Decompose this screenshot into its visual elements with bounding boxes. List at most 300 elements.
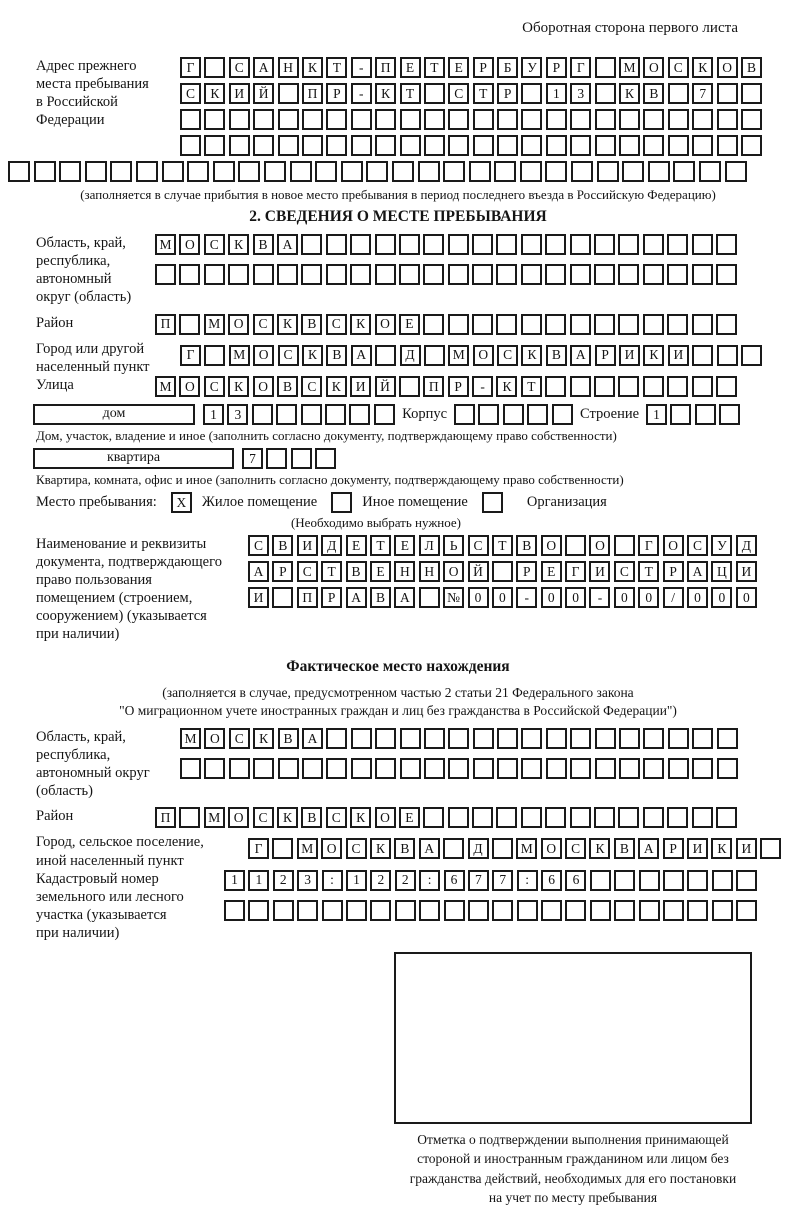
char-cell[interactable]: С [687,535,708,556]
char-cell[interactable]: С [253,314,274,335]
char-cell[interactable] [351,135,372,156]
char-cell[interactable] [179,807,200,828]
char-cell[interactable]: Т [424,57,445,78]
char-cell[interactable] [349,404,370,425]
char-cell[interactable]: М [204,807,225,828]
char-cell[interactable]: К [204,83,225,104]
char-cell[interactable]: Ь [443,535,464,556]
char-cell[interactable] [418,161,440,182]
char-cell[interactable]: Е [541,561,562,582]
char-cell[interactable]: К [228,376,249,397]
char-cell[interactable] [717,345,738,366]
stay-option-checkbox-organization[interactable] [482,492,503,513]
char-cell[interactable] [668,83,689,104]
char-cell[interactable] [204,758,225,779]
char-cell[interactable]: С [180,83,201,104]
char-cell[interactable] [395,900,416,921]
char-cell[interactable] [618,314,639,335]
char-cell[interactable]: К [692,57,713,78]
char-cell[interactable] [472,314,493,335]
char-cell[interactable] [326,109,347,130]
char-cell[interactable] [248,900,269,921]
char-cell[interactable] [341,161,363,182]
char-cell[interactable] [673,161,695,182]
char-cell[interactable] [716,807,737,828]
char-cell[interactable]: Р [663,838,684,859]
char-cell[interactable]: Н [419,561,440,582]
char-cell[interactable] [253,135,274,156]
char-cell[interactable] [400,109,421,130]
char-cell[interactable] [570,728,591,749]
char-cell[interactable] [375,758,396,779]
char-cell[interactable]: М [180,728,201,749]
char-cell[interactable] [717,758,738,779]
char-cell[interactable] [496,314,517,335]
char-cell[interactable]: И [619,345,640,366]
char-cell[interactable] [424,345,445,366]
char-cell[interactable] [469,161,491,182]
char-cell[interactable] [399,376,420,397]
char-cell[interactable] [595,109,616,130]
char-cell[interactable]: 0 [492,587,513,608]
char-cell[interactable]: И [248,587,269,608]
char-cell[interactable] [8,161,30,182]
char-cell[interactable] [643,758,664,779]
char-cell[interactable]: Р [497,83,518,104]
char-cell[interactable] [618,807,639,828]
char-cell[interactable]: О [253,376,274,397]
char-cell[interactable]: № [443,587,464,608]
char-cell[interactable] [162,161,184,182]
char-cell[interactable] [454,404,475,425]
char-cell[interactable]: Е [399,807,420,828]
char-cell[interactable] [468,900,489,921]
char-cell[interactable]: М [155,376,176,397]
char-cell[interactable] [648,161,670,182]
char-cell[interactable]: С [229,728,250,749]
char-cell[interactable]: В [272,535,293,556]
char-cell[interactable] [492,838,513,859]
char-cell[interactable] [595,57,616,78]
char-cell[interactable]: 7 [492,870,513,891]
char-cell[interactable] [741,135,762,156]
char-cell[interactable] [594,314,615,335]
char-cell[interactable] [618,264,639,285]
char-cell[interactable] [399,264,420,285]
char-cell[interactable] [399,234,420,255]
char-cell[interactable] [521,314,542,335]
char-cell[interactable]: 7 [242,448,263,469]
char-cell[interactable]: В [277,376,298,397]
char-cell[interactable]: А [302,728,323,749]
char-cell[interactable] [375,264,396,285]
char-cell[interactable] [570,264,591,285]
char-cell[interactable]: 6 [541,870,562,891]
char-cell[interactable]: В [643,83,664,104]
char-cell[interactable]: К [375,83,396,104]
char-cell[interactable] [494,161,516,182]
char-cell[interactable]: В [394,838,415,859]
char-cell[interactable]: - [589,587,610,608]
char-cell[interactable]: 1 [646,404,667,425]
char-cell[interactable] [302,109,323,130]
char-cell[interactable]: 1 [203,404,224,425]
char-cell[interactable]: И [668,345,689,366]
char-cell[interactable] [667,234,688,255]
char-cell[interactable] [545,161,567,182]
char-cell[interactable] [375,234,396,255]
char-cell[interactable]: Р [448,376,469,397]
char-cell[interactable] [520,161,542,182]
char-cell[interactable]: Н [278,57,299,78]
char-cell[interactable]: Е [448,57,469,78]
char-cell[interactable] [692,758,713,779]
char-cell[interactable] [278,135,299,156]
char-cell[interactable] [228,264,249,285]
char-cell[interactable] [595,135,616,156]
char-cell[interactable] [497,135,518,156]
char-cell[interactable] [424,728,445,749]
char-cell[interactable] [278,83,299,104]
char-cell[interactable] [725,161,747,182]
char-cell[interactable] [643,314,664,335]
char-cell[interactable] [760,838,781,859]
char-cell[interactable]: 1 [346,870,367,891]
char-cell[interactable]: И [589,561,610,582]
char-cell[interactable]: 0 [468,587,489,608]
char-cell[interactable] [717,83,738,104]
char-cell[interactable]: К [350,807,371,828]
char-cell[interactable]: 0 [736,587,757,608]
char-cell[interactable] [59,161,81,182]
char-cell[interactable] [643,264,664,285]
char-cell[interactable] [496,264,517,285]
char-cell[interactable] [448,807,469,828]
char-cell[interactable] [741,83,762,104]
char-cell[interactable]: С [468,535,489,556]
char-cell[interactable]: 0 [541,587,562,608]
char-cell[interactable]: М [619,57,640,78]
char-cell[interactable]: С [248,535,269,556]
char-cell[interactable] [692,135,713,156]
char-cell[interactable]: Й [253,83,274,104]
char-cell[interactable]: И [350,376,371,397]
char-cell[interactable] [692,264,713,285]
char-cell[interactable] [667,264,688,285]
char-cell[interactable] [716,264,737,285]
char-cell[interactable] [375,345,396,366]
char-cell[interactable]: 3 [227,404,248,425]
char-cell[interactable] [238,161,260,182]
char-cell[interactable]: И [736,838,757,859]
char-cell[interactable] [736,900,757,921]
char-cell[interactable]: Е [346,535,367,556]
char-cell[interactable] [570,376,591,397]
char-cell[interactable] [643,234,664,255]
char-cell[interactable]: / [663,587,684,608]
char-cell[interactable] [424,83,445,104]
char-cell[interactable]: В [278,728,299,749]
char-cell[interactable] [224,900,245,921]
char-cell[interactable] [419,587,440,608]
char-cell[interactable]: К [589,838,610,859]
char-cell[interactable]: 1 [546,83,567,104]
char-cell[interactable]: 0 [565,587,586,608]
char-cell[interactable] [350,264,371,285]
char-cell[interactable] [552,404,573,425]
char-cell[interactable] [619,728,640,749]
char-cell[interactable]: : [517,870,538,891]
char-cell[interactable] [497,109,518,130]
char-cell[interactable] [278,109,299,130]
char-cell[interactable]: Т [473,83,494,104]
char-cell[interactable] [444,900,465,921]
char-cell[interactable] [302,135,323,156]
char-cell[interactable] [614,870,635,891]
char-cell[interactable]: Ц [711,561,732,582]
char-cell[interactable]: В [253,234,274,255]
char-cell[interactable]: А [570,345,591,366]
char-cell[interactable] [521,135,542,156]
char-cell[interactable] [692,109,713,130]
char-cell[interactable] [692,807,713,828]
char-cell[interactable] [423,314,444,335]
char-cell[interactable] [448,728,469,749]
char-cell[interactable]: О [204,728,225,749]
char-cell[interactable] [546,728,567,749]
char-cell[interactable] [204,345,225,366]
char-cell[interactable]: К [521,345,542,366]
char-cell[interactable]: К [619,83,640,104]
char-cell[interactable] [266,448,287,469]
char-cell[interactable]: 3 [297,870,318,891]
char-cell[interactable]: И [687,838,708,859]
char-cell[interactable] [110,161,132,182]
char-cell[interactable]: П [155,807,176,828]
char-cell[interactable] [326,758,347,779]
char-cell[interactable] [741,109,762,130]
char-cell[interactable] [667,807,688,828]
char-cell[interactable] [692,728,713,749]
char-cell[interactable] [424,758,445,779]
char-cell[interactable] [213,161,235,182]
char-cell[interactable] [667,376,688,397]
char-cell[interactable] [546,135,567,156]
char-cell[interactable] [315,161,337,182]
char-cell[interactable] [351,728,372,749]
char-cell[interactable] [719,404,740,425]
char-cell[interactable] [375,135,396,156]
char-cell[interactable] [546,758,567,779]
char-cell[interactable] [180,109,201,130]
stay-option-checkbox-other[interactable] [331,492,352,513]
char-cell[interactable] [326,234,347,255]
char-cell[interactable]: П [375,57,396,78]
char-cell[interactable]: Й [375,376,396,397]
char-cell[interactable] [85,161,107,182]
char-cell[interactable]: А [351,345,372,366]
char-cell[interactable] [595,728,616,749]
char-cell[interactable]: У [711,535,732,556]
char-cell[interactable]: 7 [468,870,489,891]
char-cell[interactable] [252,404,273,425]
char-cell[interactable] [545,807,566,828]
char-cell[interactable]: О [443,561,464,582]
char-cell[interactable]: А [248,561,269,582]
char-cell[interactable]: Е [394,535,415,556]
char-cell[interactable]: С [204,376,225,397]
char-cell[interactable] [392,161,414,182]
char-cell[interactable]: В [301,314,322,335]
char-cell[interactable]: Б [497,57,518,78]
char-cell[interactable] [643,728,664,749]
char-cell[interactable] [687,870,708,891]
char-cell[interactable] [229,109,250,130]
char-cell[interactable] [695,404,716,425]
char-cell[interactable] [712,870,733,891]
char-cell[interactable]: Н [394,561,415,582]
char-cell[interactable] [472,807,493,828]
char-cell[interactable] [291,448,312,469]
char-cell[interactable] [571,161,593,182]
char-cell[interactable]: М [516,838,537,859]
char-cell[interactable] [448,314,469,335]
char-cell[interactable] [639,900,660,921]
char-cell[interactable] [614,535,635,556]
char-cell[interactable]: А [253,57,274,78]
char-cell[interactable] [301,404,322,425]
char-cell[interactable]: К [711,838,732,859]
char-cell[interactable] [423,264,444,285]
char-cell[interactable] [400,135,421,156]
char-cell[interactable] [351,109,372,130]
char-cell[interactable]: Р [595,345,616,366]
char-cell[interactable]: Т [326,57,347,78]
char-cell[interactable]: М [229,345,250,366]
char-cell[interactable] [517,900,538,921]
char-cell[interactable] [448,758,469,779]
apartment-box-label[interactable]: квартира [33,448,234,469]
char-cell[interactable] [521,264,542,285]
char-cell[interactable] [619,109,640,130]
char-cell[interactable] [717,728,738,749]
char-cell[interactable] [155,264,176,285]
char-cell[interactable]: 0 [638,587,659,608]
char-cell[interactable]: К [496,376,517,397]
char-cell[interactable] [716,376,737,397]
char-cell[interactable]: Е [400,57,421,78]
char-cell[interactable] [521,807,542,828]
char-cell[interactable] [716,314,737,335]
char-cell[interactable]: Т [492,535,513,556]
char-cell[interactable] [643,376,664,397]
char-cell[interactable]: Г [180,57,201,78]
char-cell[interactable] [570,135,591,156]
char-cell[interactable]: Р [272,561,293,582]
char-cell[interactable] [290,161,312,182]
char-cell[interactable]: Г [638,535,659,556]
house-box-label[interactable]: дом [33,404,195,425]
char-cell[interactable]: В [346,561,367,582]
char-cell[interactable] [473,758,494,779]
char-cell[interactable] [565,900,586,921]
char-cell[interactable]: 6 [565,870,586,891]
char-cell[interactable]: Д [321,535,342,556]
char-cell[interactable] [472,234,493,255]
char-cell[interactable]: 0 [711,587,732,608]
char-cell[interactable] [229,758,250,779]
char-cell[interactable]: Г [180,345,201,366]
char-cell[interactable]: К [277,807,298,828]
char-cell[interactable]: П [155,314,176,335]
char-cell[interactable] [448,109,469,130]
char-cell[interactable] [663,900,684,921]
char-cell[interactable]: 0 [614,587,635,608]
char-cell[interactable]: О [228,314,249,335]
char-cell[interactable]: У [521,57,542,78]
char-cell[interactable]: О [321,838,342,859]
char-cell[interactable] [375,109,396,130]
char-cell[interactable]: Л [419,535,440,556]
char-cell[interactable] [366,161,388,182]
char-cell[interactable]: А [687,561,708,582]
char-cell[interactable]: О [643,57,664,78]
char-cell[interactable] [692,345,713,366]
char-cell[interactable]: К [302,57,323,78]
char-cell[interactable] [276,404,297,425]
char-cell[interactable] [594,264,615,285]
char-cell[interactable]: С [326,314,347,335]
char-cell[interactable] [448,264,469,285]
char-cell[interactable]: П [297,587,318,608]
char-cell[interactable] [325,404,346,425]
char-cell[interactable]: М [297,838,318,859]
char-cell[interactable]: А [394,587,415,608]
char-cell[interactable]: Р [516,561,537,582]
char-cell[interactable] [253,109,274,130]
char-cell[interactable]: - [351,83,372,104]
char-cell[interactable] [326,728,347,749]
char-cell[interactable]: Е [399,314,420,335]
char-cell[interactable] [639,870,660,891]
char-cell[interactable] [521,234,542,255]
char-cell[interactable] [570,758,591,779]
char-cell[interactable]: А [346,587,367,608]
char-cell[interactable]: С [297,561,318,582]
char-cell[interactable] [521,758,542,779]
char-cell[interactable]: О [228,807,249,828]
char-cell[interactable]: К [302,345,323,366]
char-cell[interactable]: О [179,376,200,397]
char-cell[interactable] [619,135,640,156]
char-cell[interactable]: О [541,535,562,556]
char-cell[interactable] [545,314,566,335]
char-cell[interactable]: Р [473,57,494,78]
char-cell[interactable] [473,135,494,156]
char-cell[interactable]: - [516,587,537,608]
char-cell[interactable]: В [326,345,347,366]
char-cell[interactable] [423,807,444,828]
char-cell[interactable]: С [326,807,347,828]
char-cell[interactable] [667,314,688,335]
char-cell[interactable] [668,135,689,156]
char-cell[interactable]: Т [400,83,421,104]
char-cell[interactable]: С [565,838,586,859]
char-cell[interactable] [618,234,639,255]
char-cell[interactable] [570,234,591,255]
char-cell[interactable]: К [253,728,274,749]
char-cell[interactable]: О [179,234,200,255]
